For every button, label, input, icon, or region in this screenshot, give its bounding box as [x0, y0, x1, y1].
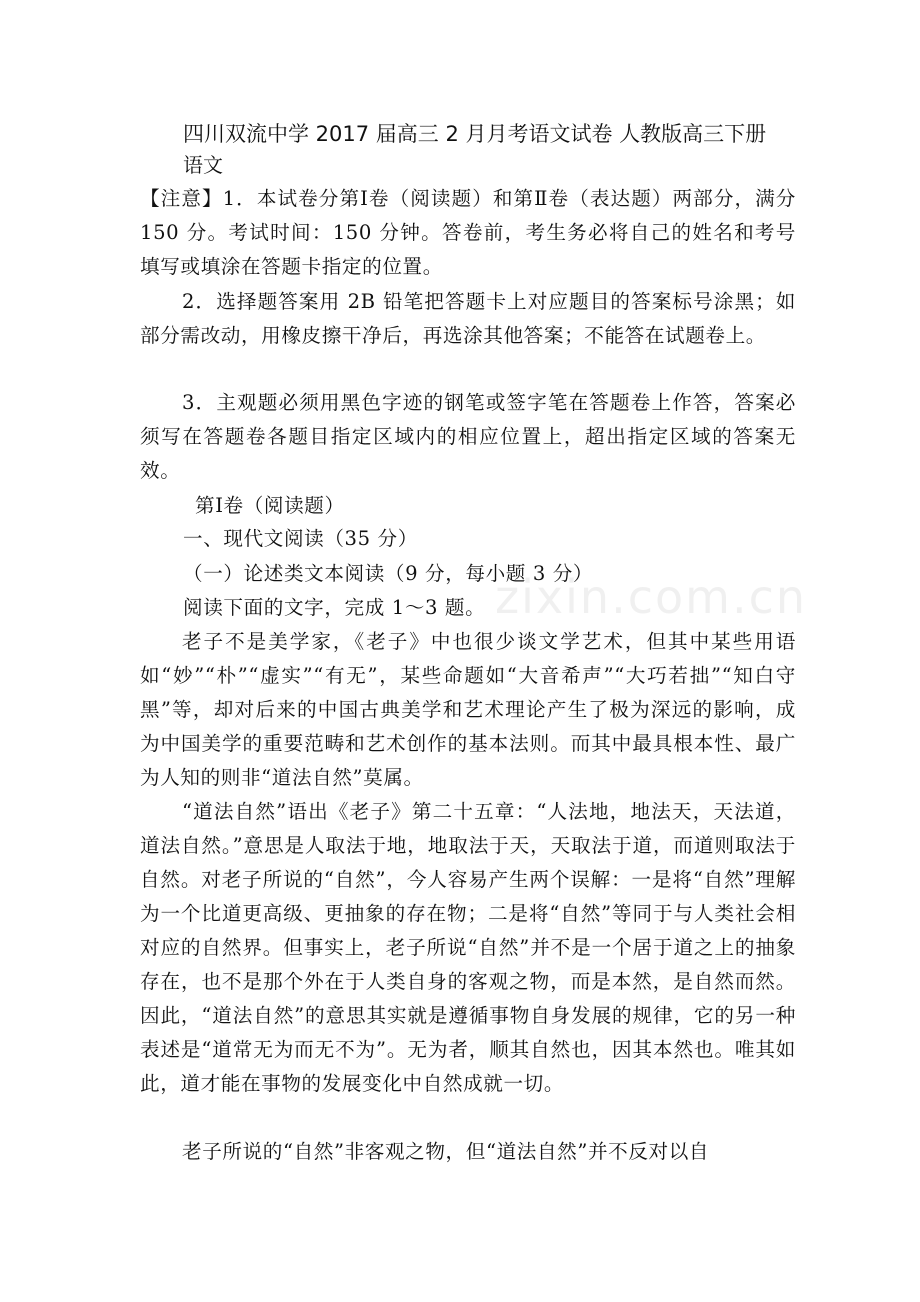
notice-paragraph-2: 2．选择题答案用 2B 铅笔把答题卡上对应题目的答案标号涂黑；如部分需改动，用橡皮擦干净后，再选涂其他答案；不能答在试题卷上。 — [140, 290, 796, 347]
body-paragraph-3: 老子所说的“自然”非客观之物，但“道法自然”并不反对以自 — [182, 1140, 710, 1163]
section-title: 一、现代文阅读（35 分） — [183, 527, 418, 550]
reading-instruction: 阅读下面的文字，完成 1～3 题。 — [183, 596, 486, 619]
notice-paragraph-3: 3．主观题必须用黑色字迹的钢笔或签字笔在答题卷上作答，答案必须写在答题卷各题目指定区域内的相应位置上，超出指定区域的答案无效。 — [140, 391, 796, 482]
part-title: 第Ⅰ卷（阅读题） — [195, 494, 345, 517]
watermark: zixin.com.cn — [495, 570, 808, 624]
document-title: 四川双流中学 2017 届高三 2 月月考语文试卷 人教版高三下册 — [183, 122, 767, 146]
document-subtitle: 语文 — [183, 153, 223, 177]
subsection-title: （一）论述类文本阅读（9 分，每小题 3 分） — [183, 562, 594, 585]
body-paragraph-1: 老子不是美学家，《老子》中也很少谈文学艺术，但其中某些用语如“妙”“朴”“虚实”“有无”，某些命题如“大音希声”“大巧若拙”“知白守黑”等，却对后来的中国古典美学和艺术理论产生了极为深远的影响，成为中国美学的重要范畴和艺术创作的基本法则。而其中最具根本性、最广为人知的则非“道法自然”莫属。 — [140, 630, 796, 789]
body-paragraph-2: “道法自然”语出《老子》第二十五章：“人法地，地法天，天法道，道法自然。”意思是人取法于地，地取法于天，天取法于道，而道则取法于自然。对老子所说的“自然”，今人容易产生两个误解：一是将“自然”理解为一个比道更高级、更抽象的存在物；二是将“自然”等同于与人类社会相对应的自然界。但事实上，老子所说“自然”并不是一个居于道之上的抽象存在，也不是那个外在于人类自身的客观之物，而是本然，是自然而然。因此，“道法自然”的意思其实就是遵循事物自身发展的规律，它的另一种表述是“道常无为而无不为”。无为者，顺其自然也，因其本然也。唯其如此，道才能在事物的发展变化中自然成就一切。 — [140, 800, 796, 1095]
notice-paragraph-1: 【注意】1．本试卷分第Ⅰ卷（阅读题）和第Ⅱ卷（表达题）两部分，满分 150 分。考试时间：150 分钟。答卷前，考生务必将自己的姓名和考号填写或填涂在答题卡指定的位置。 — [140, 187, 796, 278]
